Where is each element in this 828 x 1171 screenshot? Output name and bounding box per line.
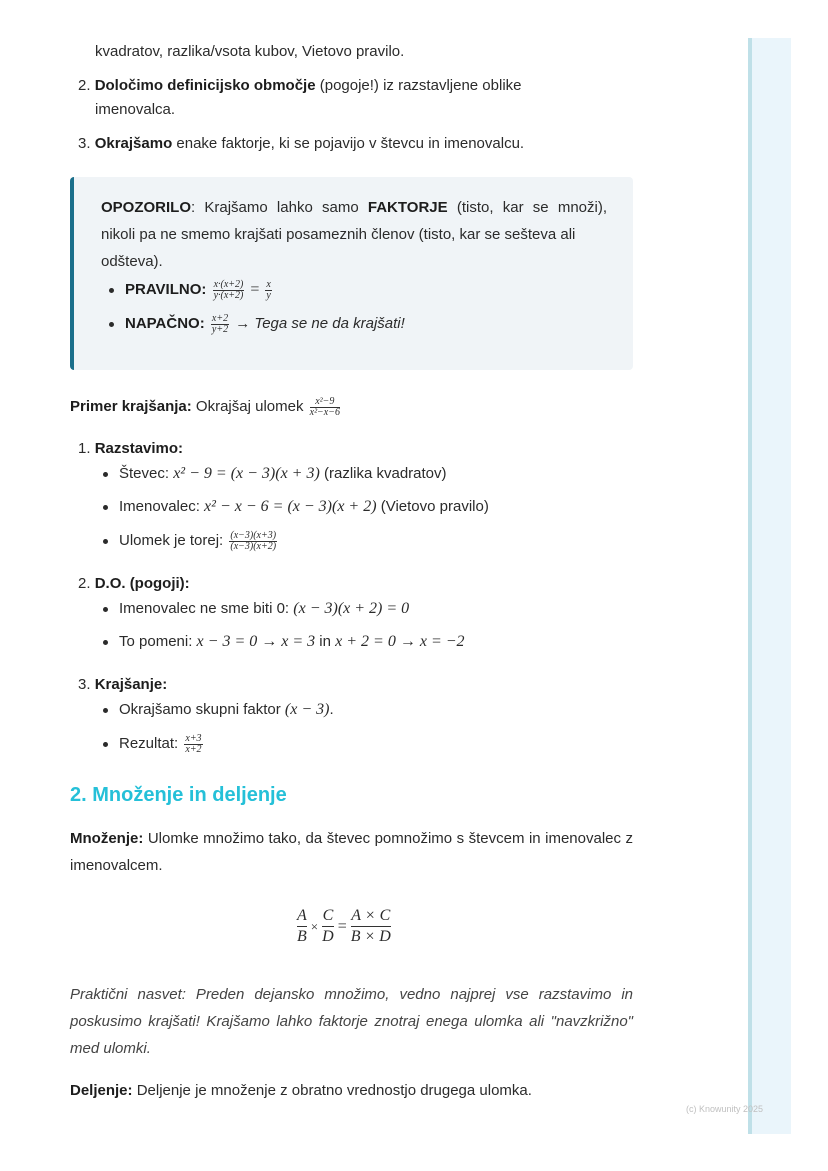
text: : Krajšamo lahko samo [191, 199, 368, 216]
bold: NAPAČNO: [125, 315, 205, 332]
paragraph-multiplication: Množenje: Ulomke množimo tako, da števec pomnožimo s števcem in imenovalec z imenovalcem. [70, 830, 633, 874]
fraction: $\frac{\text{x²−9}}{\text{x²−x−6}}$ [309, 395, 340, 418]
paragraph-division: Deljenje: Deljenje je množenje z obratno vrednostjo drugega ulomka. [70, 1082, 532, 1099]
fraction: $\frac{x+3}{x+2}$ [185, 732, 202, 755]
list-continuation: kvadratov, razlika/vsota kubov, Vietovo pravilo. [95, 43, 405, 60]
bullet-icon [109, 288, 114, 293]
text: (pogoje!) iz razstavljene oblike [315, 77, 522, 94]
text: enake faktorje, ki se pojavijo v števcu in imenovalcu. [172, 135, 525, 152]
callout-line: nikoli pa ne smemo krajšati posameznih členov (tisto, kar se sešteva ali [101, 226, 576, 243]
italic-note: Tega se ne da krajšati! [254, 315, 405, 332]
text: (tisto, kar se množi), [447, 199, 607, 216]
step-heading: 2. D.O. (pogoji): [78, 575, 190, 592]
num: 2. [78, 77, 91, 94]
list-item: Imenovalec ne sme biti 0: (x − 3)(x + 2) = 0 [103, 596, 409, 622]
section-heading: 2. Množenje in deljenje [70, 784, 287, 806]
bullet-correct: PRAVILNO: $\frac{x\cdot(x+2)}{y\cdot(x+2)}$ = $\frac{x}{y}$ [109, 277, 274, 303]
callout-line [101, 195, 607, 221]
list-item [78, 131, 524, 157]
callout-line: odšteva). [101, 253, 163, 270]
example-title: Primer krajšanja: Okrajšaj ulomek $\frac{\text{x²−9}}{\text{x²−x−6}}$ [70, 395, 340, 418]
list-item: Števec: x² − 9 = (x − 3)(x + 3) (razlika kvadratov) [103, 461, 447, 487]
formula: $\frac{A}{B}$ × $\frac{C}{D}$ = $\frac{A \times C}{B \times D}$ [297, 907, 391, 945]
practical-tip: Praktični nasvet: Preden dejansko množimo, vedno najprej vse razstavimo in poskusimo krajšati! Krajšamo lahko faktorje znotraj enega ulomka ali "navzkrižno" med ulomki. [70, 986, 633, 1057]
list-item: To pomeni: x − 3 = 0 → x = 3 in x + 2 = 0 → x = −2 [103, 629, 465, 655]
bold: OPOZORILO [101, 199, 191, 216]
list-item: Imenovalec: x² − x − 6 = (x − 3)(x + 2) (Vietovo pravilo) [103, 494, 489, 520]
sidebar-strip [748, 38, 791, 1134]
step-heading: 1. Razstavimo: [78, 440, 184, 457]
fraction: $\frac{x+2}{y+2}$ [211, 312, 229, 335]
list-item: Rezultat: $\frac{x+3}{x+2}$ [103, 731, 205, 757]
bold: Določimo definicijsko območje [94, 77, 316, 94]
copyright: (c) Knowunity 2025 [686, 1104, 764, 1114]
fraction: $\frac{(x-3)(x+3)}{(x-3)(x+2)}$ [230, 529, 277, 552]
fraction: $\frac{x\cdot(x+2)}{y\cdot(x+2)}$ [213, 278, 244, 301]
bullet-icon [109, 322, 114, 327]
bold: Okrajšamo [94, 135, 173, 152]
list-item [78, 73, 522, 99]
step-heading: 3. Krajšanje: [78, 676, 168, 693]
warning-callout [70, 177, 633, 370]
list-item: Okrajšamo skupni faktor (x − 3). [103, 697, 334, 723]
bullet-wrong: NAPAČNO: $\frac{x+2}{y+2}$ → Tega se ne da krajšati! [109, 311, 405, 337]
list-continuation: imenovalca. [95, 101, 176, 118]
fraction: $\frac{x}{y}$ [266, 278, 271, 301]
list-item: Ulomek je torej: $\frac{(x-3)(x+3)}{(x-3)(x+2)}$ [103, 528, 279, 554]
bold: FAKTORJE [367, 199, 448, 216]
bold: PRAVILNO: [125, 281, 207, 298]
num: 3. [78, 135, 91, 152]
